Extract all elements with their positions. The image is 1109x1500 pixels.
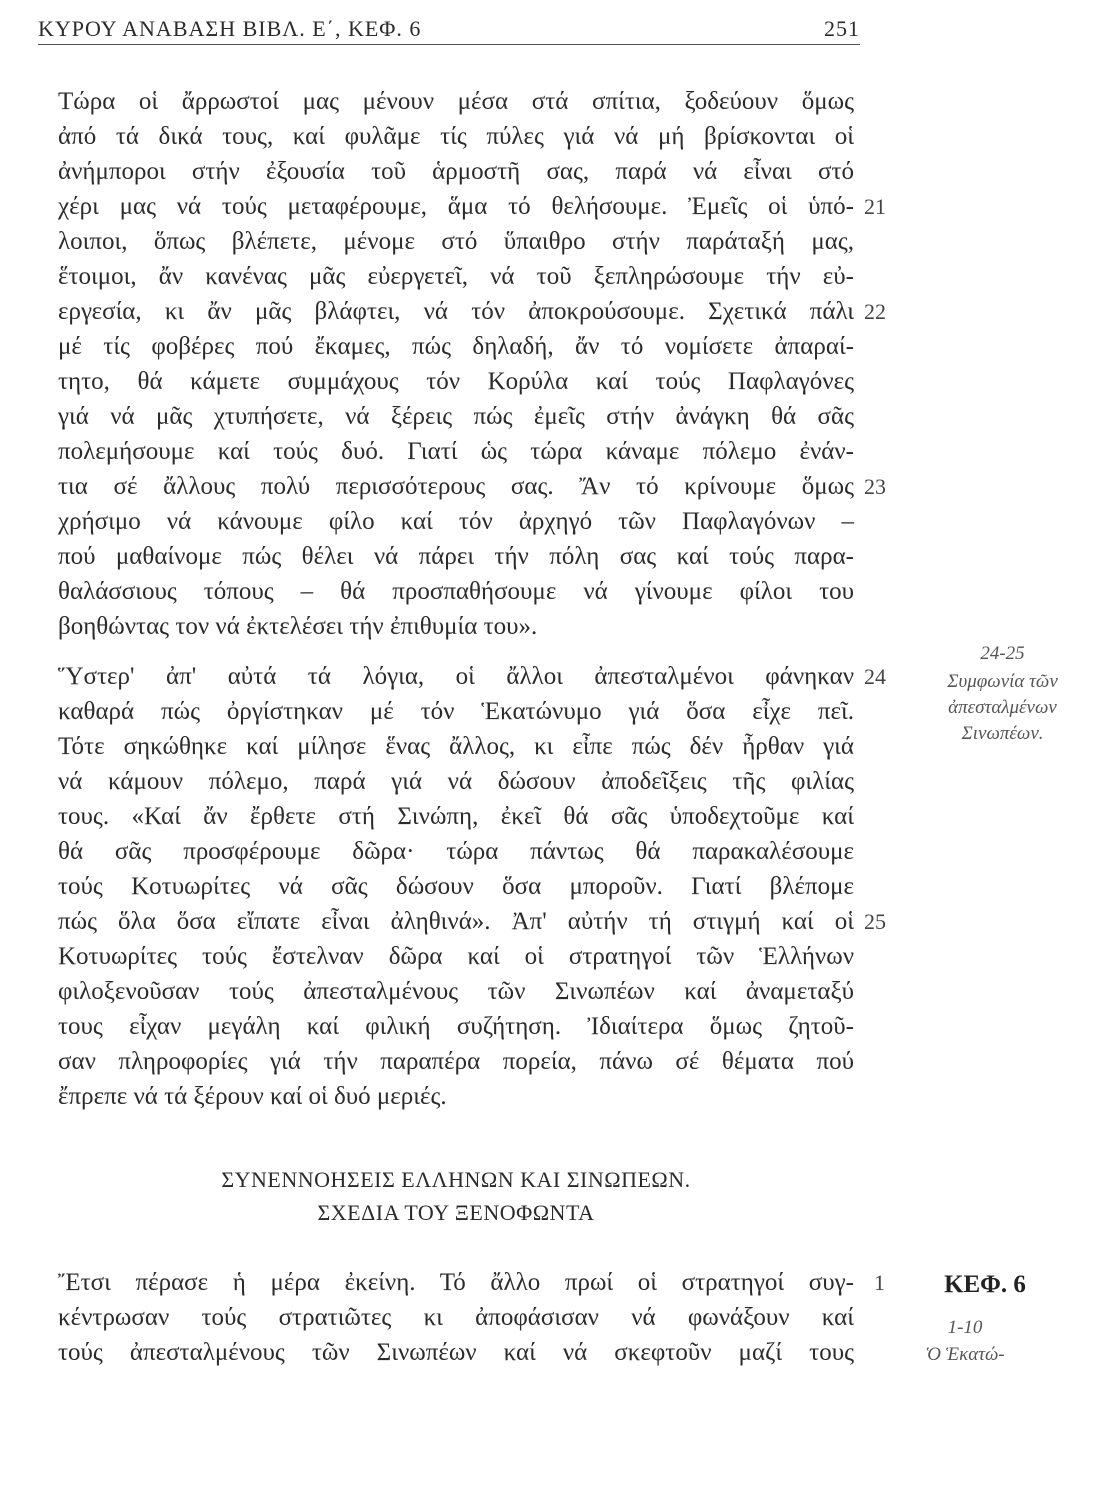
heading-line-2: ΣΧΕΔΙΑ ΤΟΥ ΞΕΝΟΦΩΝΤΑ <box>317 1200 595 1225</box>
text-line: τούς ἀπεσταλμένους τῶν Σινωπέων καί νά σκεφτοῦν μαζί τους <box>58 1339 854 1366</box>
text-line: χέρι μας νά τούς μεταφέρουμε, ἅμα τό θελήσουμε. Ἐμεῖς οἱ ὑπό- <box>58 193 854 220</box>
text-line: βοηθώντας τον νά ἐκτελέσει τήν ἐπιθυμία του». <box>58 613 538 640</box>
section-number: 1 <box>874 1270 885 1295</box>
text-line: τους εἶχαν μεγάλη καί φιλική συζήτηση. Ἰδιαίτερα ὅμως ζητοῦ- <box>58 1013 854 1040</box>
chapter-range: 1-10 <box>947 1317 983 1338</box>
text-line: εργεσία, κι ἄν μᾶς βλάφτει, νά τόν ἀποκρούσουμε. Σχετικά πάλι <box>58 298 854 325</box>
text-line: νά κάμουν πόλεμο, παρά γιά νά δώσουν ἀποδεῖξεις τῆς φιλίας <box>58 768 854 795</box>
section-number: 25 <box>864 909 886 934</box>
section-number: 21 <box>864 194 886 219</box>
text-line: χρήσιμο νά κάνουμε φίλο καί τόν ἀρχηγό τῶν Παφλαγόνων – <box>58 508 854 535</box>
text-line: πώς ὅλα ὅσα εἴπατε εἶναι ἀληθινά». Ἀπ' αὐτήν τή στιγμή καί οἱ <box>58 908 854 935</box>
text-line: καθαρά πώς ὀργίστηκαν μέ τόν Ἑκατώνυμο γιά ὅσα εἶχε πεῖ. <box>58 698 854 725</box>
text-line: τητο, θά κάμετε συμμάχους τόν Κορύλα καί τούς Παφλαγόνες <box>58 368 854 395</box>
running-header <box>38 14 860 44</box>
section-number: 23 <box>864 474 886 499</box>
text-line: τια σέ ἄλλους πολύ περισσότερους σας. Ἄν τό κρίνουμε ὅμως <box>58 473 854 500</box>
text-line: Τώρα οἱ ἄρρωστοί μας μένουν μέσα στά σπίτια, ξοδεύουν ὅμως <box>58 88 854 115</box>
text-line: τούς Κοτυωρίτες νά σᾶς δώσουν ὅσα μποροῦν. Γιατί βλέπομε <box>58 873 854 900</box>
page-number: 251 <box>824 16 860 41</box>
side-note-line: Συμφωνία τῶν <box>947 671 1058 692</box>
chapter-note: Ὁ Ἑκατώ- <box>925 1344 1005 1365</box>
side-note-line: Σινωπέων. <box>961 723 1044 744</box>
chapter-label: ΚΕΦ. 6 <box>944 1271 1026 1298</box>
header-title: ΚΥΡΟΥ ΑΝΑΒΑΣΗ ΒΙΒΛ. Ε΄, ΚΕΦ. 6 <box>38 16 422 41</box>
text-line: Κοτυωρίτες τούς ἔστελναν δῶρα καί οἱ στρατηγοί τῶν Ἑλλήνων <box>58 943 854 970</box>
text-line: Τότε σηκώθηκε καί μίλησε ἕνας ἄλλος, κι εἶπε πώς δέν ἦρθαν γιά <box>58 733 854 760</box>
text-line: γιά νά μᾶς χτυπήσετε, νά ξέρεις πώς ἐμεῖς στήν ἀνάγκη θά σᾶς <box>58 403 854 430</box>
text-line: μέ τίς φοβέρες πού ἔκαμες, πώς δηλαδή, ἄν τό νομίσετε ἀπαραί- <box>58 333 854 360</box>
text-line: τους. «Καί ἄν ἔρθετε στή Σινώπη, ἐκεῖ θά σᾶς ὑποδεχτοῦμε καί <box>58 803 854 830</box>
text-line: σαν πληροφορίες γιά τήν παραπέρα πορεία, πάνω σέ θέματα πού <box>58 1048 854 1075</box>
text-line: ἀπό τά δικά τους, καί φυλᾶμε τίς πύλες γιά νά μή βρίσκονται οἱ <box>58 123 854 150</box>
text-line: Ἔτσι πέρασε ἡ μέρα ἐκείνη. Τό ἄλλο πρωί οἱ στρατηγοί συγ- <box>58 1269 854 1296</box>
heading-line-1: ΣΥΝΕΝΝΟΗΣΕΙΣ ΕΛΛΗΝΩΝ ΚΑΙ ΣΙΝΩΠΕΩΝ. <box>221 1167 691 1192</box>
text-line: φιλοξενοῦσαν τούς ἀπεσταλμένους τῶν Σινωπέων καί ἀναμεταξύ <box>58 978 854 1005</box>
text-line: πολεμήσουμε καί τούς δυό. Γιατί ὡς τώρα κάναμε πόλεμο ἐνάν- <box>58 438 854 465</box>
section-number: 22 <box>864 299 886 324</box>
header-rule <box>38 44 860 45</box>
text-line: Ὕστερ' ἀπ' αὐτά τά λόγια, οἱ ἄλλοι ἀπεσταλμένοι φάνηκαν <box>58 663 854 690</box>
text-line: ἀνήμποροι στήν ἐξουσία τοῦ ἁρμοστῆ σας, παρά νά εἶναι στό <box>58 158 854 185</box>
text-line: κέντρωσαν τούς στρατιῶτες κι ἀποφάσισαν νά φωνάξουν καί <box>58 1304 854 1331</box>
text-line: λοιποι, ὅπως βλέπετε, μένομε στό ὕπαιθρο στήν παράταξή μας, <box>58 228 854 255</box>
side-note-line: ἀπεσταλμένων <box>948 697 1057 718</box>
text-line: θά σᾶς προσφέρουμε δῶρα· τώρα πάντως θά παρακαλέσουμε <box>58 838 854 865</box>
side-note-range: 24-25 <box>980 643 1025 664</box>
text-line: θαλάσσιους τόπους – θά προσπαθήσουμε νά γίνουμε φίλοι του <box>58 578 854 605</box>
text-line: ἕτοιμοι, ἄν κανένας μᾶς εὐεργετεῖ, νά τοῦ ξεπληρώσουμε τήν εὐ- <box>58 263 854 290</box>
section-number: 24 <box>864 664 886 689</box>
text-line: ἔπρεπε νά τά ξέρουν καί οἱ δυό μεριές. <box>58 1083 447 1110</box>
text-line: πού μαθαίνομε πώς θέλει νά πάρει τήν πόλη σας καί τούς παρα- <box>58 543 854 570</box>
